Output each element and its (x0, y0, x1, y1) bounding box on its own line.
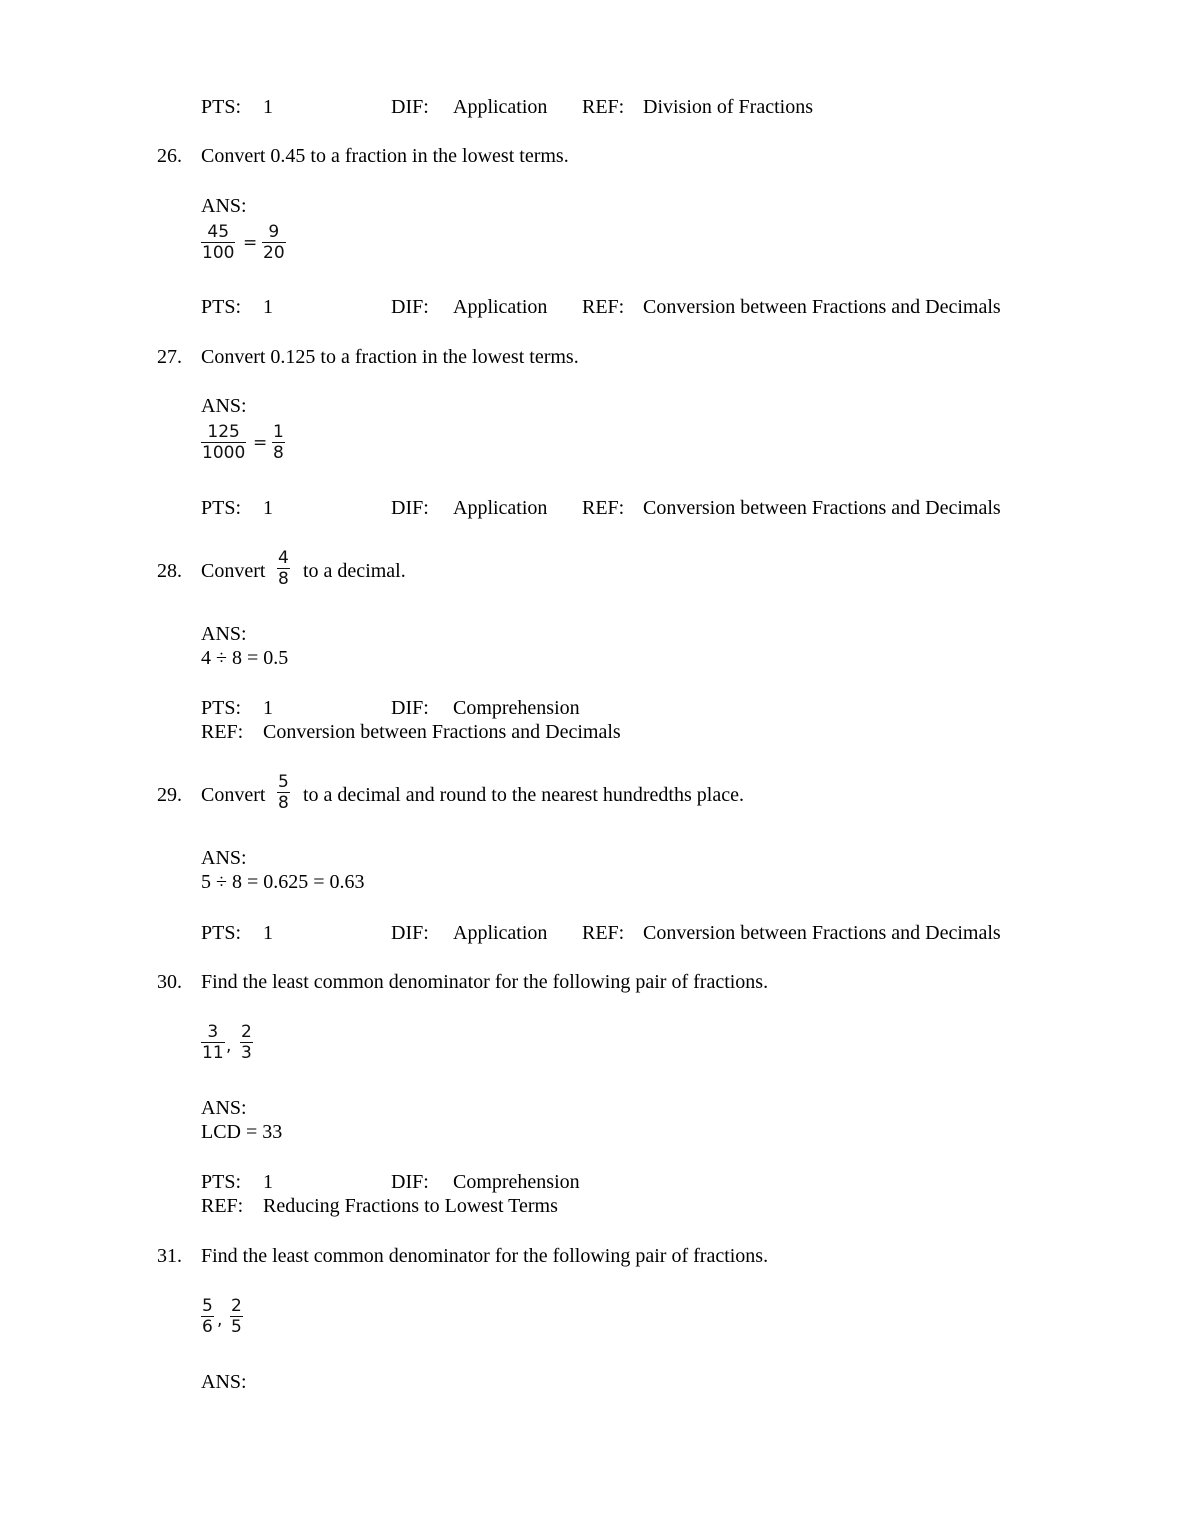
pts-value: 1 (263, 1171, 273, 1193)
question-fraction (277, 772, 290, 813)
comma: , (217, 1310, 223, 1330)
ref-label: REF: (201, 1195, 244, 1217)
pts-label: PTS: (201, 296, 242, 318)
question-fraction (277, 548, 290, 589)
question-text: to a decimal. (303, 560, 406, 582)
denominator: 20 (263, 243, 285, 263)
ref-label: REF: (201, 721, 244, 743)
ref-value: Conversion between Fractions and Decimals (643, 497, 1001, 519)
dif-label: DIF: (391, 497, 429, 519)
denominator: 100 (202, 243, 235, 263)
denominator: 6 (202, 1317, 213, 1337)
answer-fraction-1 (201, 222, 235, 263)
ref-value: Conversion between Fractions and Decimals (643, 922, 1001, 944)
dif-value: Application (453, 296, 548, 318)
numerator: 125 (201, 422, 246, 443)
ref-value: Conversion between Fractions and Decimals (263, 721, 621, 743)
dif-label: DIF: (391, 96, 429, 118)
question-number: 28. (157, 560, 182, 582)
numerator: 5 (278, 772, 289, 792)
answer-fraction-2 (272, 422, 285, 463)
ref-value: Conversion between Fractions and Decimals (643, 296, 1001, 318)
numerator: 45 (201, 222, 235, 243)
numerator: 3 (201, 1022, 225, 1043)
ref-label: REF: (582, 922, 625, 944)
numerator: 4 (278, 548, 289, 568)
denominator: 3 (241, 1043, 252, 1063)
denominator: 5 (231, 1317, 242, 1337)
answer-label: ANS: (201, 395, 247, 417)
pts-label: PTS: (201, 1171, 242, 1193)
answer-text: LCD = 33 (201, 1121, 283, 1143)
dif-label: DIF: (391, 697, 429, 719)
question-text: Find the least common denominator for the following pair of fractions. (201, 971, 769, 993)
question-text: Convert 0.45 to a fraction in the lowest terms. (201, 145, 569, 167)
pts-value: 1 (263, 96, 273, 118)
answer-label: ANS: (201, 195, 247, 217)
question-number: 30. (157, 971, 182, 993)
ref-value: Division of Fractions (643, 96, 813, 118)
pts-value: 1 (263, 296, 273, 318)
answer-label: ANS: (201, 623, 247, 645)
dif-label: DIF: (391, 296, 429, 318)
numerator: 5 (202, 1296, 213, 1316)
dif-value: Application (453, 497, 548, 519)
pts-label: PTS: (201, 922, 242, 944)
numerator: 2 (241, 1022, 252, 1042)
fraction-2 (230, 1296, 243, 1337)
answer-label: ANS: (201, 847, 247, 869)
denominator: 8 (278, 793, 289, 813)
pts-label: PTS: (201, 96, 242, 118)
answer-fraction-2 (262, 222, 286, 263)
denominator: 8 (278, 569, 289, 589)
question-number: 26. (157, 145, 182, 167)
denominator: 1000 (202, 443, 246, 463)
pts-value: 1 (263, 922, 273, 944)
answer-label: ANS: (201, 1097, 247, 1119)
fraction-2 (240, 1022, 253, 1063)
convert-word: Convert (201, 784, 266, 806)
dif-value: Application (453, 96, 548, 118)
ref-label: REF: (582, 296, 625, 318)
question-number: 29. (157, 784, 182, 806)
fraction-1 (201, 1296, 214, 1337)
question-text: Convert 0.125 to a fraction in the lowest terms. (201, 346, 579, 368)
pts-label: PTS: (201, 497, 242, 519)
numerator: 2 (231, 1296, 242, 1316)
numerator: 9 (262, 222, 286, 243)
dif-label: DIF: (391, 1171, 429, 1193)
denominator: 11 (202, 1043, 224, 1063)
ref-value: Reducing Fractions to Lowest Terms (263, 1195, 558, 1217)
question-text: Find the least common denominator for the following pair of fractions. (201, 1245, 769, 1267)
answer-text: 4 ÷ 8 = 0.5 (201, 647, 289, 669)
ref-label: REF: (582, 497, 625, 519)
pts-value: 1 (263, 697, 273, 719)
equals-sign: = (243, 233, 258, 253)
ref-label: REF: (582, 96, 625, 118)
answer-label: ANS: (201, 1371, 247, 1393)
question-number: 31. (157, 1245, 182, 1267)
question-text: to a decimal and round to the nearest hundredths place. (303, 784, 744, 806)
fraction-1 (201, 1022, 225, 1063)
answer-fraction-1 (201, 422, 246, 463)
question-number: 27. (157, 346, 182, 368)
convert-word: Convert (201, 560, 266, 582)
dif-value: Comprehension (453, 1171, 580, 1193)
dif-value: Comprehension (453, 697, 580, 719)
pts-label: PTS: (201, 697, 242, 719)
comma: , (226, 1036, 232, 1056)
denominator: 8 (273, 443, 284, 463)
dif-label: DIF: (391, 922, 429, 944)
equals-sign: = (253, 433, 268, 453)
answer-text: 5 ÷ 8 = 0.625 = 0.63 (201, 871, 365, 893)
dif-value: Application (453, 922, 548, 944)
pts-value: 1 (263, 497, 273, 519)
numerator: 1 (273, 422, 284, 442)
